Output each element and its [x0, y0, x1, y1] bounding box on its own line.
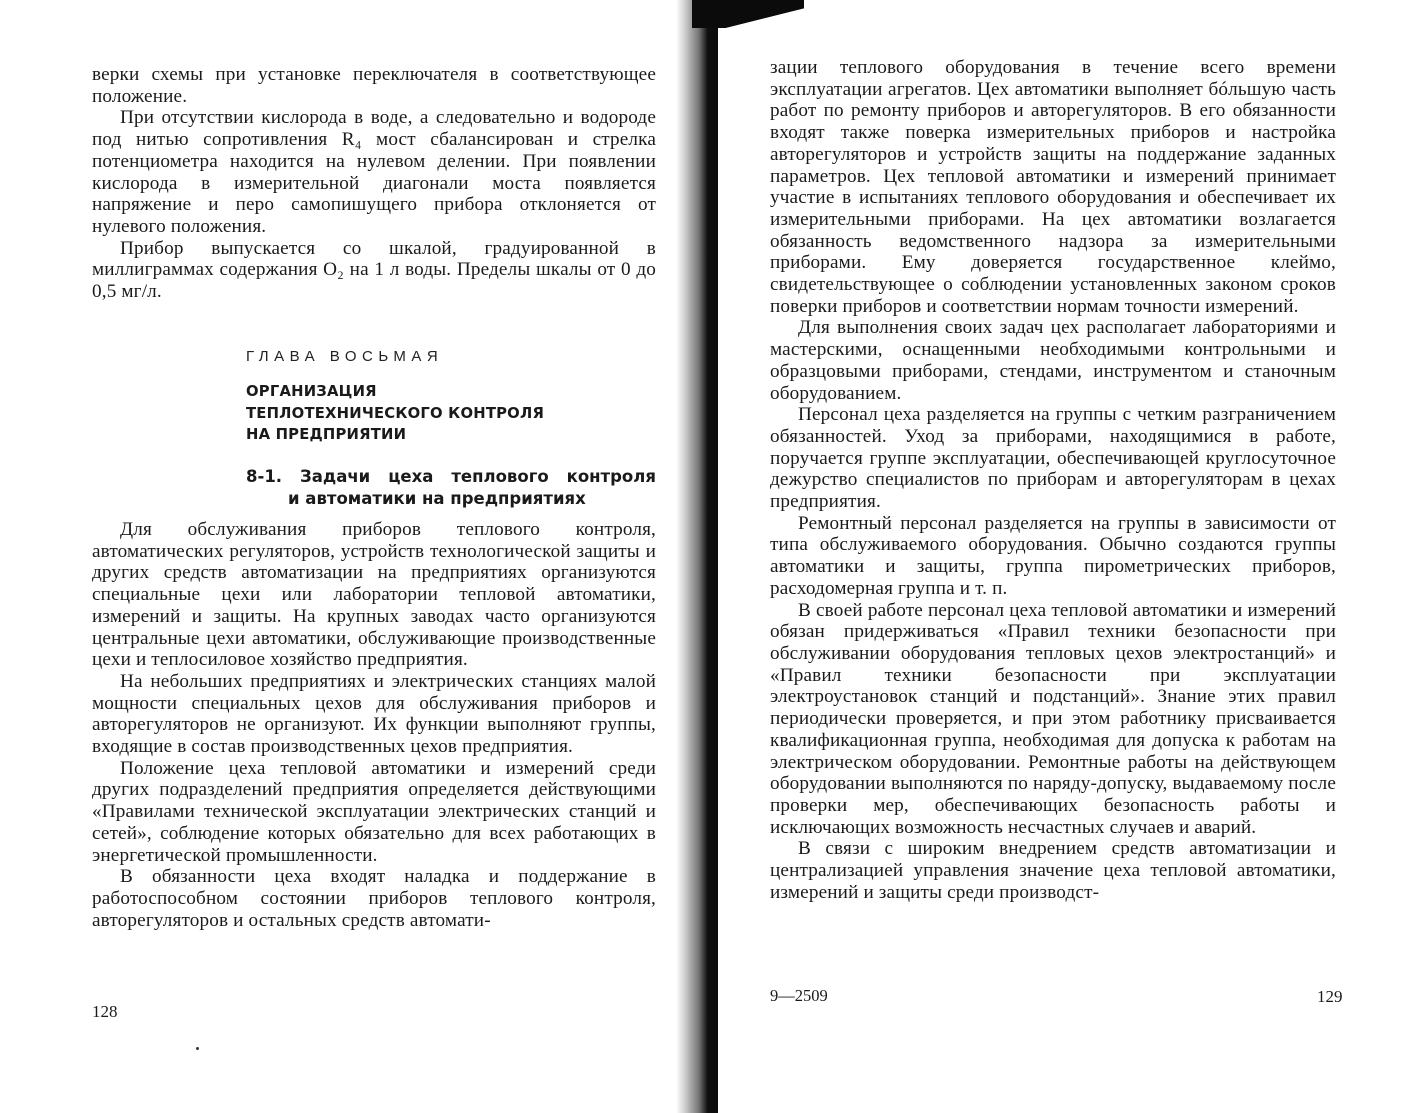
paragraph: Для выполнения своих задач цех располагает лабораториями и мастерскими, оснащенными необходимыми контрольными и образцовыми приборами, стендами, инструментом и станочным оборудованием.	[770, 317, 1336, 404]
paragraph: верки схемы при установке переключателя в соответствующее положение.	[92, 64, 656, 107]
chapter-title-line: ТЕПЛОТЕХНИЧЕСКОГО КОНТРОЛЯ	[246, 404, 545, 422]
chapter-title-line: ОРГАНИЗАЦИЯ	[246, 383, 377, 400]
page-number-left: 128	[92, 1002, 118, 1021]
paragraph: В связи с широким внедрением средств автоматизации и централизацией управления значение цеха тепловой автоматики, измерений и защиты среди производст-	[770, 838, 1336, 903]
speck	[196, 1047, 199, 1050]
left-page	[0, 0, 690, 1113]
paragraph: Ремонтный персонал разделяется на группы в зависимости от типа обслуживаемого оборудования. Обычно создаются группы автоматики и защиты, группа пирометрических приборов, расходомерная группа и т. п.	[770, 512, 1336, 599]
paragraph: Персонал цеха разделяется на группы с четким разграничением обязанностей. Уход за приборами, находящимися в работе, поручается группе эксплуатации, обеспечивающей круглосуточное дежурство специалистов по приборам и авторегуляторам в цехах предприятия.	[770, 404, 1336, 513]
paragraph: При отсутствии кислорода в воде, а следовательно и водороде под нитью сопротивления R₄ мост сбалансирован и стрелка потенциометра находится на нулевом делении. При появлении кислорода в измерительной диагонали моста появляется напряжение и перо самопишущего прибора отклоняется от нулевого положения.	[92, 107, 656, 237]
section-heading-line-2: и автоматики на предприятиях	[288, 488, 586, 508]
paragraph: Прибор выпускается со шкалой, градуированной в миллиграммах содержания O₂ на 1 л воды. Пределы шкалы от 0 до 0,5 мг/л.	[92, 237, 656, 303]
chapter-title-line: НА ПРЕДПРИЯТИИ	[246, 426, 407, 443]
right-body-text	[770, 57, 1336, 903]
chapter-title	[246, 381, 544, 446]
paragraph: Для обслуживания приборов теплового контроля, автоматических регуляторов, устройств технологической защиты и других средств автоматизации на предприятиях организуются специальные цехи или лаборатории тепловой автоматики, измерений и защиты. На крупных заводах часто организуются центральные цехи автоматики, обслуживающие производственные цехи и теплосиловое хозяйство предприятия.	[92, 519, 656, 671]
paragraph: В обязанности цеха входят наладка и поддержание в работоспособном состоянии приборов теплового контроля, авторегуляторов и остальных средств автомати-	[92, 866, 656, 931]
paragraph: Положение цеха тепловой автоматики и измерений среди других подразделений предприятия определяется действующими «Правилами технической эксплуатации электрических станций и сетей», соблюдение которых обязательно для всех работающих в энергетической промышленности.	[92, 757, 656, 866]
left-top-text	[92, 64, 656, 303]
page-number-right: 129	[1317, 987, 1343, 1006]
section-number: 8-1.	[246, 467, 283, 486]
paragraph: В своей работе персонал цеха тепловой автоматики и измерений обязан придерживаться «Правил техники безопасности при обслуживании оборудования тепловых цехов электростанций» и «Правил техники безопасности при эксплуатации электроустановок станций и подстанций». Знание этих правил периодически проверяется, и при этом работнику присваивается квалификационная группа, необходимая для допуска к работам на электрическом оборудовании. Ремонтные работы на действующем оборудовании выполняются по наряду-допуску, выдаваемому после проверки мер, обеспечивающих безопасность работы и исключающих возможность несчастных случаев и аварий.	[770, 599, 1336, 838]
section-word: контроля	[566, 467, 656, 486]
printer-signature: 9—2509	[770, 986, 828, 1005]
section-word: Задачи	[300, 467, 371, 486]
left-body-text	[92, 519, 656, 931]
section-word: цеха	[388, 467, 434, 486]
paragraph: зации теплового оборудования в течение всего времени эксплуатации агрегатов. Цех автоматики выполняет бóльшую часть работ по ремонту приборов и авторегуляторов. В его обязанности входят также поверка измерительных приборов и настройка авторегуляторов и устройств защиты на поддержание заданных параметров. Цех тепловой автоматики и измерений принимает участие в испытаниях теплового оборудования и обеспечивает их измерительными приборами. На цех автоматики возлагается обязанность ведомственного надзора за измерительными приборами. Ему доверяется государственное клеймо, свидетельствующее о соблюдении установленных законом сроков поверки приборов и соответствии нормам точности измерений.	[770, 57, 1336, 317]
chapter-label: ГЛАВА ВОСЬМАЯ	[246, 348, 444, 365]
section-word: теплового	[451, 467, 549, 486]
section-heading-line-1	[246, 466, 656, 488]
paragraph: На небольших предприятиях и электрических станциях малой мощности специальных цехов для обслуживания приборов и авторегуляторов не организуют. Их функции выполняют группы, входящие в состав производственных цехов предприятия.	[92, 670, 656, 758]
section-heading	[246, 466, 656, 509]
right-page	[712, 0, 1420, 1113]
